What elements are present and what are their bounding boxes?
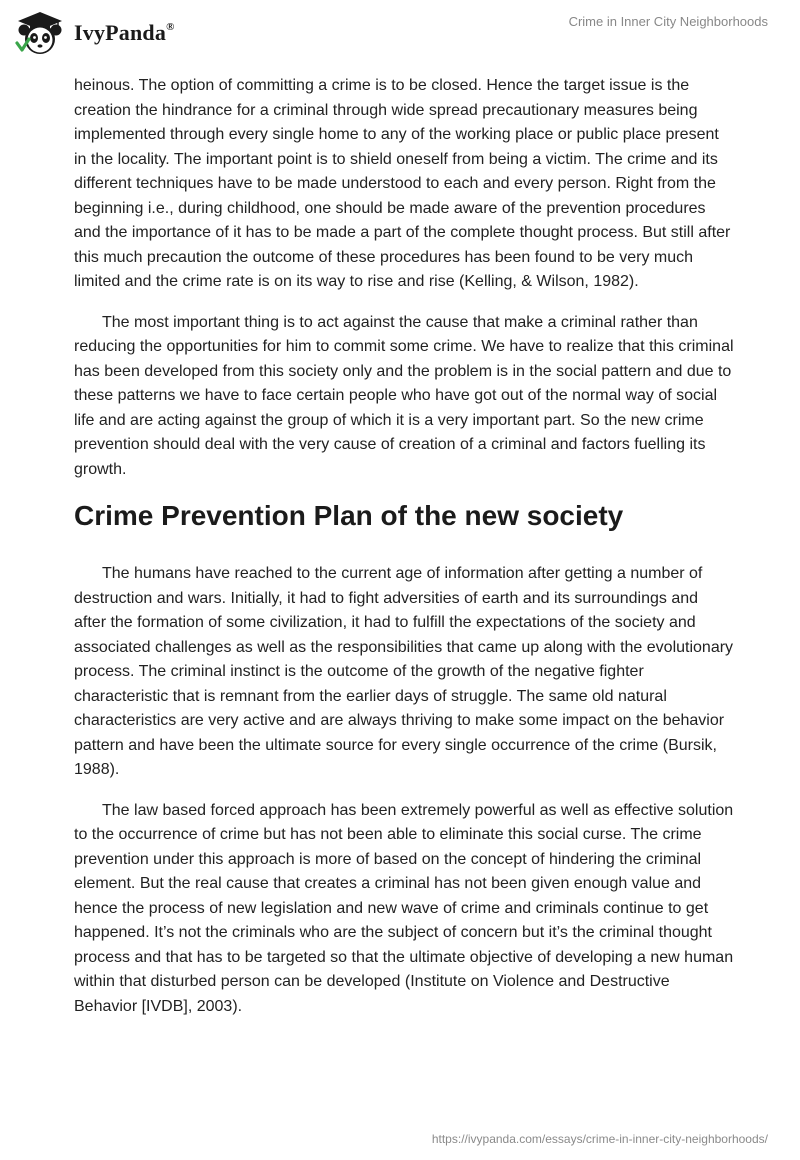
document-title: Crime in Inner City Neighborhoods	[568, 14, 768, 29]
paragraph-4: The law based forced approach has been extremely powerful as well as effective solution to the occurrence of crime but has not been able to eliminate this social curse. The crime prevention under this approach is more of based on the concept of hindering the criminal element. But the real cause that creates a criminal has not been given enough value and hence the process of new legislation and new wave of crime and criminals continue to get happened. It’s not the criminals who are the subject of concern but it’s the criminal thought process and that has to be targeted so that the ultimate objective of developing a new human within that disturbed person can be developed (Institute on Violence and Destructive Behavior [IVDB], 2003).	[74, 801, 734, 1015]
brand-name: IvyPanda®	[74, 20, 175, 45]
essay-body	[74, 74, 734, 1035]
page-header	[0, 0, 800, 70]
source-url-link[interactable]: https://ivypanda.com/essays/crime-in-inner-city-neighborhoods/	[431, 1132, 768, 1146]
brand-logo[interactable]	[14, 10, 175, 56]
registered-mark: ®	[166, 20, 175, 33]
paragraph-2: The most important thing is to act against the cause that make a criminal rather than reducing the opportunities for him to commit some crime. We have to realize that this criminal has been developed from this society only and the problem is in the social pattern and due to these patterns we have to face certain people who have got out of the normal way of social life and are acting against the group of which it is a very important part. So the new crime prevention should deal with the very cause of creation of a criminal and factors fuelling its growth.	[74, 313, 734, 478]
paragraph-3: The humans have reached to the current age of information after getting a number of destruction and wars. Initially, it had to fight adversities of earth and its surroundings and after the formation of some civilization, it had to fulfill the expectations of the society and associated challenges as well as the responsibilities that came up along with the evolutionary process. The criminal instinct is the outcome of the growth of the negative fighter characteristic that is remnant from the earlier days of struggle. The same old natural characteristics are very active and are always thriving to make some impact on the behavior pattern and have been the ultimate source for every single occurrence of the crime (Bursik, 1988).	[74, 565, 734, 778]
section-heading: Crime Prevention Plan of the new society	[74, 500, 624, 531]
paragraph-1: heinous. The option of committing a crime is to be closed. Hence the target issue is the creation the hindrance for a criminal through wide spread precautionary measures being implemented through every single home to any of the working place or public place present in the locality. The important point is to shield oneself from being a victim. The crime and its different techniques have to be made understood to each and every person. Right from the beginning i.e., during childhood, one should be made aware of the prevention procedures and the importance of it has to be made a part of the complete thought process. But still after this much precaution the outcome of these procedures has been found to be very much limited and the crime rate is on its way to rise and rise (Kelling, & Wilson, 1982).	[74, 77, 731, 290]
panda-logo-icon	[14, 10, 66, 56]
